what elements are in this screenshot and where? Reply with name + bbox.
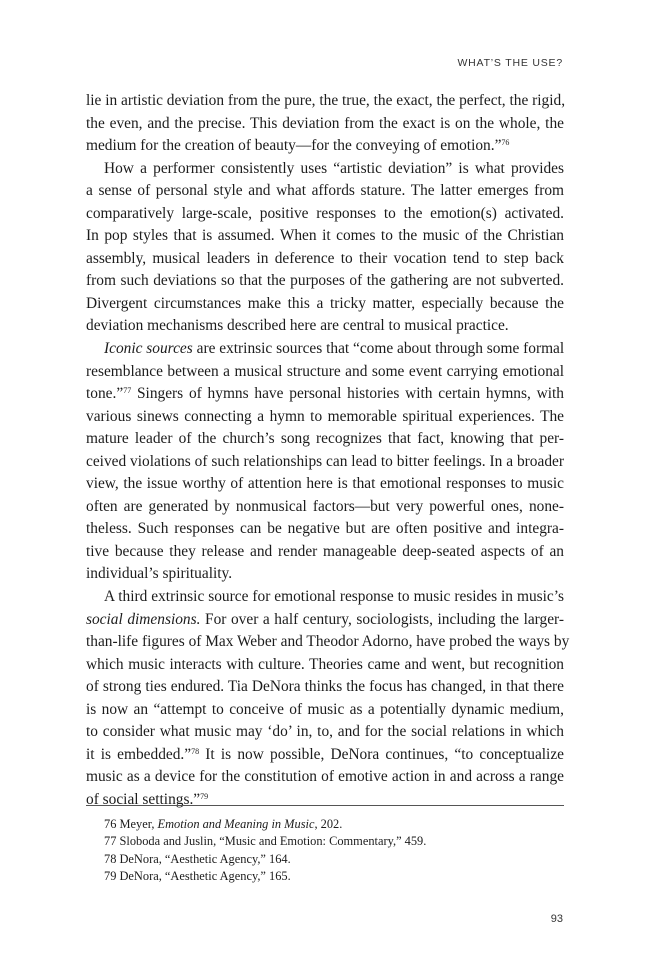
emphasis-term: Iconic sources [104,340,193,358]
text-line [86,744,564,767]
footnote-number: 76 [104,817,117,831]
text-line: from such deviations so that the purposes of the gathering are not subverted. [86,272,564,290]
text-line: Divergent circumstances make this a tricky matter, especially because the [86,294,564,312]
footnote-title: Emotion and Meaning in Music [157,817,315,831]
text-line: lie in artistic deviation from the pure, the true, the exact, the perfect, the rigid, [86,92,566,109]
text-line: a sense of personal style and what affords stature. The latter emerges from [86,182,564,200]
text-line: theless. Such responses can be negative but are often positive and integra- [86,520,564,538]
text-line: deviation mechanisms described here are central to musical practice. [86,317,509,335]
footnote-ref[interactable]: 79 [200,791,209,801]
page-number: 93 [550,913,563,925]
text-line: view, the issue worthy of attention here is that emotional responses to music [86,475,564,493]
line-text: Singers of hymns have personal histories with certain hymns, with [131,385,564,403]
paragraph-start: A third extrinsic source for emotional response to music resides in music’s [104,588,564,606]
text-line: which music interacts with culture. Theories came and went, but recognition [86,655,564,673]
text-line: the even, and the precise. This deviation from the exact is on the whole, the [86,114,564,132]
footnote-ref[interactable]: 77 [123,386,132,396]
text-line: is now an “attempt to conceive of music as a potentially dynamic medium, [86,700,564,718]
footnote-number: 77 [104,834,117,849]
text-line: tive because they release and render manageable deep-seated aspects of an [86,542,564,560]
footnote [104,833,426,850]
text-line: individual’s spirituality. [86,565,233,583]
text-line: often are generated by nonmusical factors—but very powerful ones, none- [86,497,564,515]
line-text: it is embedded.” [86,745,192,763]
body-text [86,90,570,812]
text-line [86,609,564,632]
text-line: music as a device for the constitution of emotive action in and across a range [86,768,564,786]
emphasis-term: social dimensions. [86,610,201,628]
paragraph-start: How a performer consistently uses “artistic deviation” is what provides [104,159,564,177]
text-line: resemblance between a musical structure and some event carrying emotional [86,362,564,380]
paragraph-start [86,338,564,361]
footnote-divider [86,805,564,806]
text-line [86,789,564,812]
line-text: of social settings.” [86,790,201,808]
text-line: than-life figures of Max Weber and Theodor Adorno, have probed the ways by [86,633,570,651]
line-text: are extrinsic sources that “come about through some formal [192,340,565,358]
running-head: WHAT’S THE USE? [457,57,563,69]
footnote [104,868,426,885]
line-text: medium for the creation of beauty—for the conveying of emotion.” [86,137,502,155]
text-line [86,383,564,406]
text-line: to consider what music may ‘do’ in, to, and for the social relations in which [86,723,564,741]
line-text: It is now possible, DeNora continues, “to conceptualize [199,745,564,763]
footnote-number: 79 [104,868,117,883]
footnote-text: DeNora, “Aesthetic Agency,” 164. [116,851,291,866]
footnote-number: 78 [104,851,117,866]
footnote [104,851,426,868]
footnote-ref[interactable]: 78 [191,746,200,756]
text-line: mature leader of the church’s song recognizes that fact, knowing that per- [86,430,564,448]
text-line: assembly, musical leaders in deference to their vocation tend to step back [86,249,564,267]
footnote-text: DeNora, “Aesthetic Agency,” 165. [116,868,291,883]
text-line: of strong ties endured. Tia DeNora thinks the focus has changed, in that there [86,678,564,696]
text-line: various sinews connecting a hymn to memorable spiritual experiences. The [86,407,564,425]
footnote [104,816,426,833]
footnotes [104,816,426,885]
text-line: In pop styles that is assumed. When it comes to the music of the Christian [86,227,564,245]
footnote-text: Sloboda and Juslin, “Music and Emotion: Commentary,” 459. [116,834,427,849]
footnote-ref[interactable]: 76 [501,138,510,148]
text-line: ceived violations of such relationships can lead to bitter feelings. In a broader [86,452,564,470]
footnote-text: Meyer, [116,817,158,831]
line-text: tone.” [86,385,124,403]
footnote-text: , 202. [314,817,343,831]
line-text: For over a half century, sociologists, including the larger- [200,610,564,628]
text-line [86,135,564,158]
text-line: comparatively large-scale, positive responses to the emotion(s) activated. [86,204,564,222]
